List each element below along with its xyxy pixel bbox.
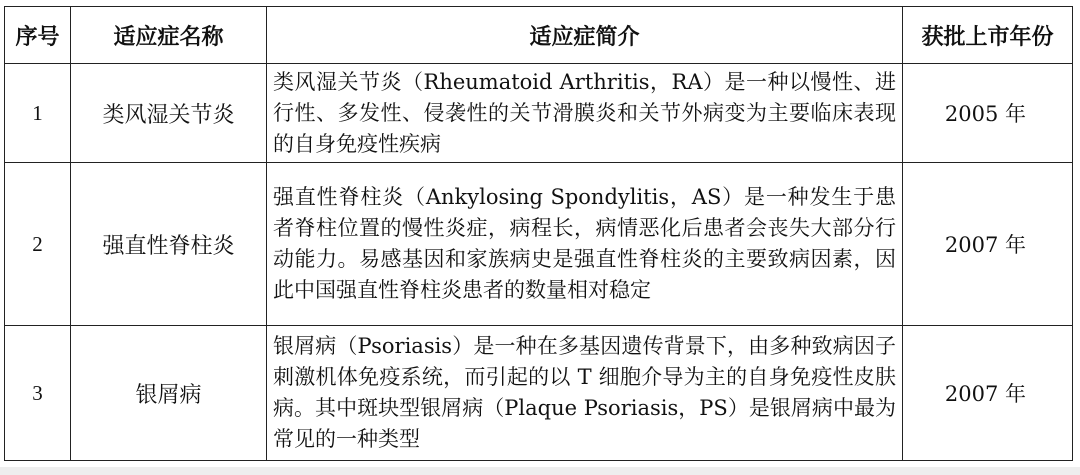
row-index: 3 bbox=[5, 326, 71, 461]
row-indication-name: 类风湿关节炎 bbox=[71, 64, 267, 163]
table-header-row bbox=[5, 7, 1073, 64]
row-approval-year: 2005 年 bbox=[903, 64, 1073, 163]
header-indication-summary: 适应症简介 bbox=[267, 7, 903, 64]
header-indication-name: 适应症名称 bbox=[71, 7, 267, 64]
indication-table bbox=[4, 6, 1073, 461]
row-approval-year: 2007 年 bbox=[903, 326, 1073, 461]
row-indication-summary: 银屑病（Psoriasis）是一种在多基因遗传背景下，由多种致病因子刺激机体免疫系统，而引起的以 T 细胞介导为主的自身免疫性皮肤病。其中斑块型银屑病（Plaque Psoriasis，PS）是银屑病中最为常见的一种类型 bbox=[267, 326, 903, 461]
row-indication-summary: 强直性脊柱炎（Ankylosing Spondylitis，AS）是一种发生于患者脊柱位置的慢性炎症，病程长，病情恶化后患者会丧失大部分行动能力。易感基因和家族病史是强直性脊柱炎的主要致病因素，因此中国强直性脊柱炎患者的数量相对稳定 bbox=[267, 163, 903, 326]
row-indication-name: 强直性脊柱炎 bbox=[71, 163, 267, 326]
table-row bbox=[5, 64, 1073, 163]
row-indication-name: 银屑病 bbox=[71, 326, 267, 461]
header-index: 序号 bbox=[5, 7, 71, 64]
row-index: 1 bbox=[5, 64, 71, 163]
row-approval-year: 2007 年 bbox=[903, 163, 1073, 326]
row-indication-summary: 类风湿关节炎（Rheumatoid Arthritis，RA）是一种以慢性、进行性、多发性、侵袭性的关节滑膜炎和关节外病变为主要临床表现的自身免疫性疾病 bbox=[267, 64, 903, 163]
table-row bbox=[5, 326, 1073, 461]
page-bottom-band bbox=[0, 467, 1080, 475]
header-approval-year: 获批上市年份 bbox=[903, 7, 1073, 64]
indication-table-container bbox=[4, 6, 1072, 461]
row-index: 2 bbox=[5, 163, 71, 326]
table-row bbox=[5, 163, 1073, 326]
